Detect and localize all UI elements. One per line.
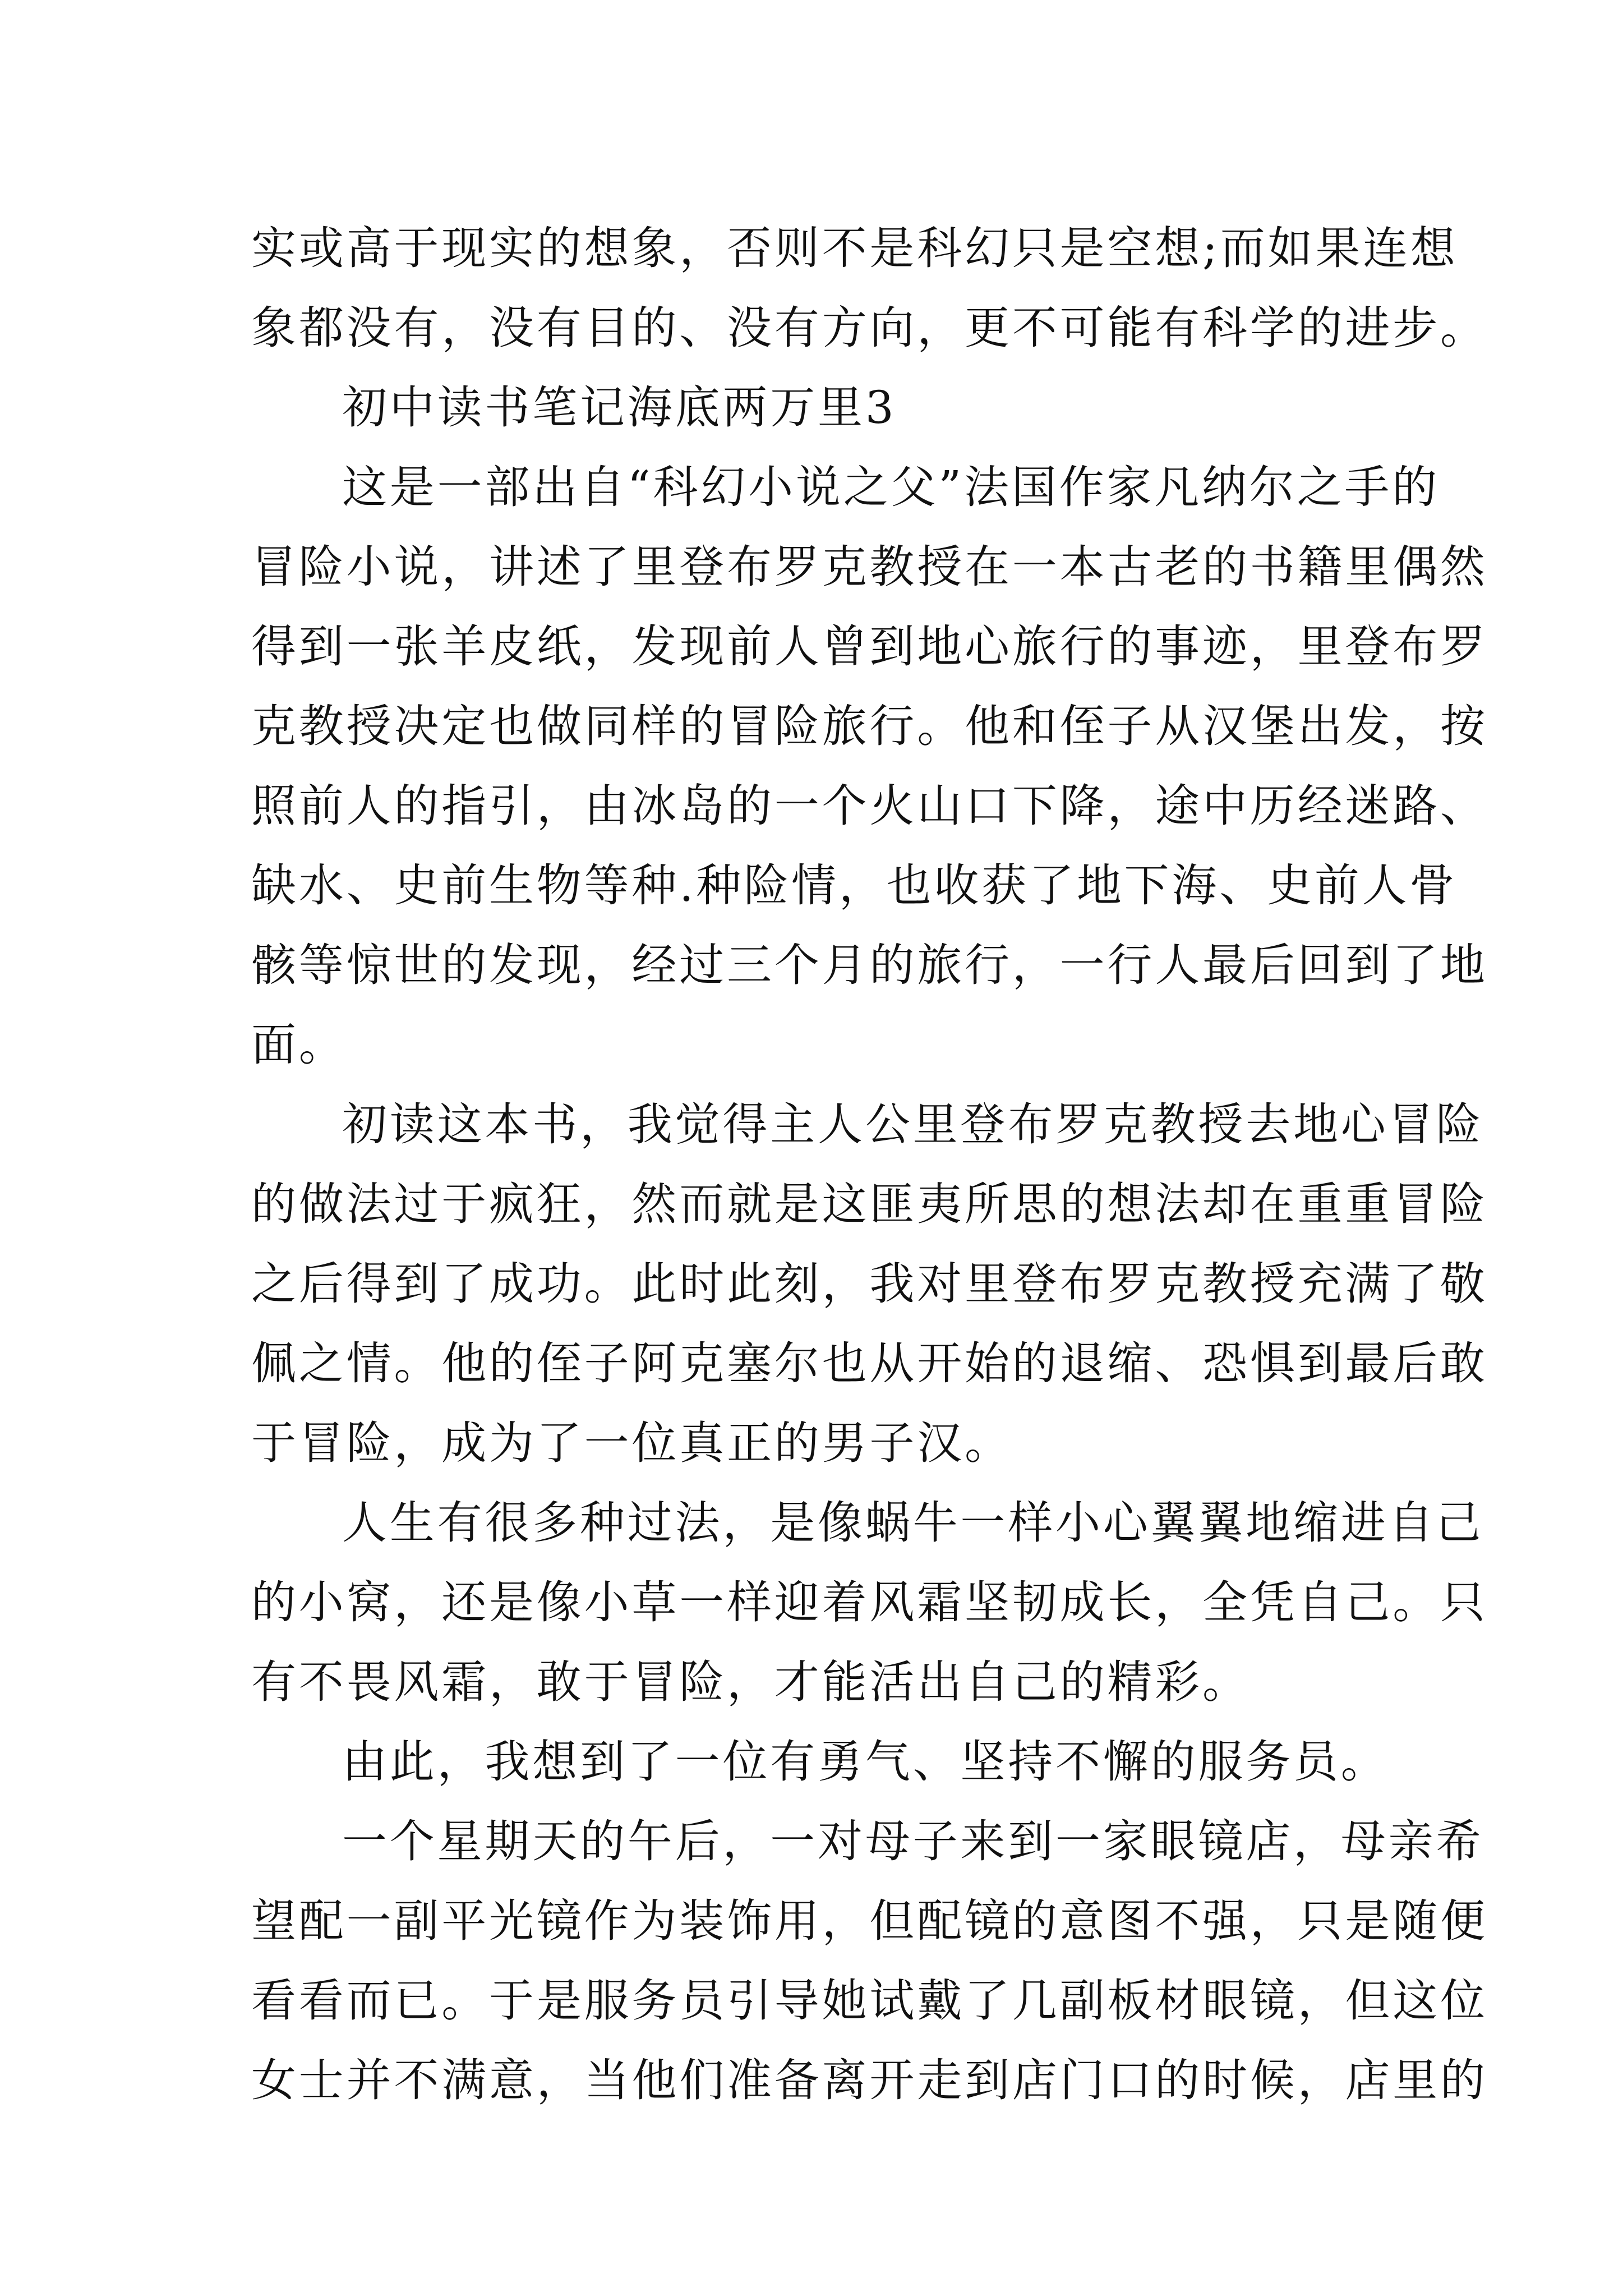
text-line: 于冒险，成为了一位真正的男子汉。 <box>251 1417 1012 1469</box>
text-line: 女士并不满意，当他们准备离开走到店门口的时候，店里的 <box>251 2054 1488 2106</box>
text-line: 望配一副平光镜作为装饰用，但配镜的意图不强，只是随便 <box>251 1895 1488 1947</box>
text-line: 克教授决定也做同样的冒险旅行。他和侄子从汉堡出发，按 <box>251 700 1488 752</box>
text-line: 得到一张羊皮纸，发现前人曾到地心旅行的事迹，里登布罗 <box>251 620 1488 673</box>
text-line: 的做法过于疯狂，然而就是这匪夷所思的想法却在重重冒险 <box>251 1178 1488 1230</box>
text-line: 一个星期天的午后，一对母子来到一家眼镜店，母亲希 <box>342 1815 1484 1867</box>
text-line: 实或高于现实的想象，否则不是科幻只是空想;而如果连想 <box>251 222 1458 274</box>
text-line: 照前人的指引，由冰岛的一个火山口下降，途中历经迷路、 <box>251 780 1488 832</box>
text-line: 缺水、史前生物等种.种险情，也收获了地下海、史前人骨 <box>251 859 1458 912</box>
text-line: 这是一部出自“科幻小说之父”法国作家凡纳尔之手的 <box>342 461 1440 513</box>
text-line: 的小窝，还是像小草一样迎着风霜坚韧成长，全凭自己。只 <box>251 1576 1488 1628</box>
text-line: 由此，我想到了一位有勇气、坚持不懈的服务员。 <box>342 1736 1389 1788</box>
text-line: 冒险小说，讲述了里登布罗克教授在一本古老的书籍里偶然 <box>251 541 1488 593</box>
section-heading: 初中读书笔记海底两万里3 <box>342 381 897 434</box>
text-line: 面。 <box>251 1019 347 1071</box>
text-line: 人生有很多种过法，是像蜗牛一样小心翼翼地缩进自己 <box>342 1497 1484 1549</box>
text-line: 看看而已。于是服务员引导她试戴了几副板材眼镜，但这位 <box>251 1975 1488 2027</box>
text-line: 佩之情。他的侄子阿克塞尔也从开始的退缩、恐惧到最后敢 <box>251 1337 1488 1389</box>
text-line: 有不畏风霜，敢于冒险，才能活出自己的精彩。 <box>251 1656 1250 1708</box>
text-line: 之后得到了成功。此时此刻，我对里登布罗克教授充满了敬 <box>251 1258 1488 1310</box>
text-line: 初读这本书，我觉得主人公里登布罗克教授去地心冒险 <box>342 1098 1484 1151</box>
text-line: 骸等惊世的发现，经过三个月的旅行，一行人最后回到了地 <box>251 939 1488 991</box>
body-text <box>251 209 1488 2120</box>
text-line: 象都没有，没有目的、没有方向，更不可能有科学的进步。 <box>251 302 1488 354</box>
